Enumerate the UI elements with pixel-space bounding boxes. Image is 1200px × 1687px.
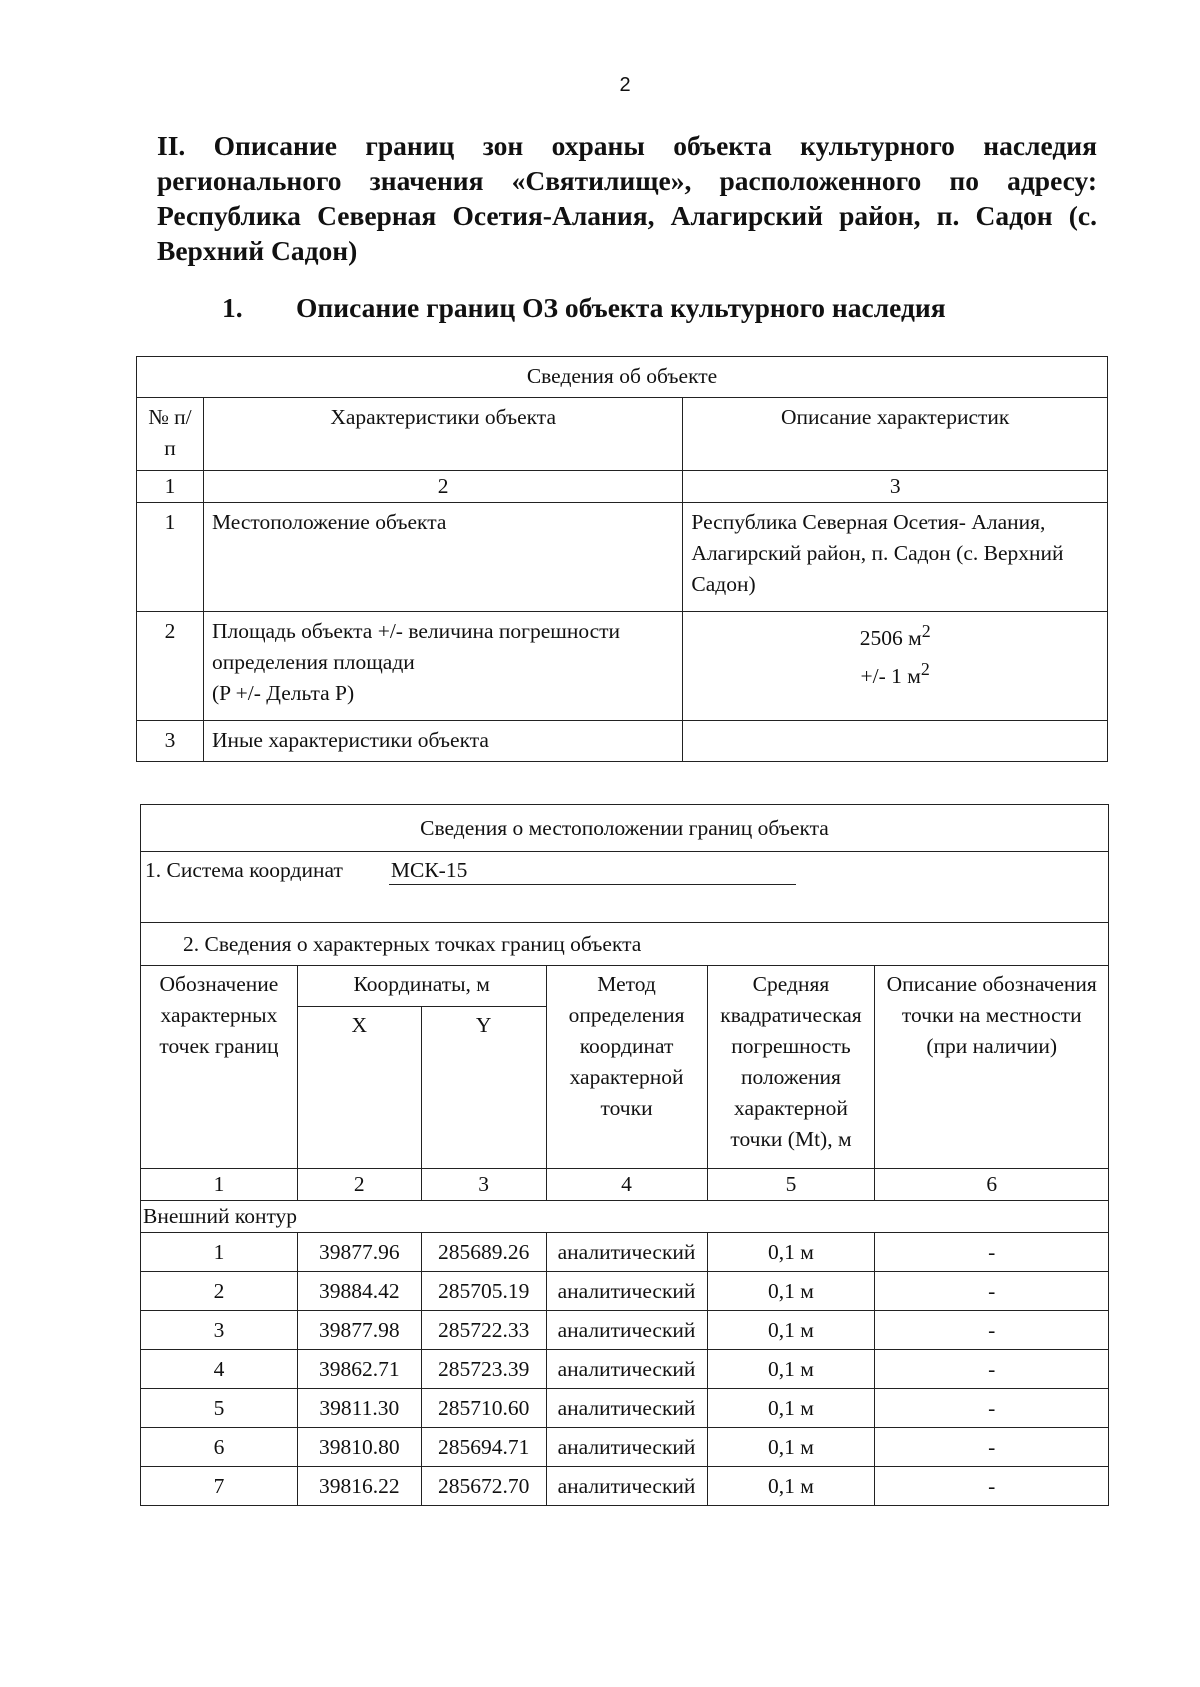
point-number: 5	[141, 1389, 298, 1428]
row-characteristic: Местоположение объекта	[203, 503, 682, 612]
point-number: 6	[141, 1428, 298, 1467]
page-number: 2	[619, 74, 631, 96]
point-x: 39810.80	[297, 1428, 421, 1467]
point-error: 0,1 м	[707, 1350, 875, 1389]
point-number: 7	[141, 1467, 298, 1506]
col-number: 1	[141, 1169, 298, 1201]
point-x: 39877.96	[297, 1233, 421, 1272]
point-error: 0,1 м	[707, 1311, 875, 1350]
header-error: Средняя квадратическая погрешность положения характерной точки (Mt), м	[707, 966, 875, 1169]
col-number: 1	[137, 471, 204, 503]
point-y: 285710.60	[421, 1389, 546, 1428]
col-number: 6	[875, 1169, 1109, 1201]
point-method: аналитический	[546, 1389, 707, 1428]
point-number: 3	[141, 1311, 298, 1350]
object-info-table	[136, 356, 1108, 762]
col-number: 2	[203, 471, 682, 503]
point-method: аналитический	[546, 1467, 707, 1506]
point-number: 4	[141, 1350, 298, 1389]
point-description: -	[875, 1272, 1109, 1311]
object-table-title: Сведения об объекте	[137, 357, 1108, 398]
header-coords: Координаты, м	[297, 966, 546, 1007]
superscript: 2	[921, 621, 931, 641]
header-description: Описание характеристик	[683, 398, 1108, 471]
row-description	[683, 721, 1108, 762]
point-method: аналитический	[546, 1272, 707, 1311]
table-row	[141, 1233, 1109, 1272]
subsection-title: Описание границ ОЗ объекта культурного наследия	[296, 292, 946, 323]
point-error: 0,1 м	[707, 1428, 875, 1467]
area-tolerance: +/- 1 м	[860, 664, 921, 689]
table-row	[141, 1350, 1109, 1389]
col-number: 3	[683, 471, 1108, 503]
point-y: 285722.33	[421, 1311, 546, 1350]
point-y: 285723.39	[421, 1350, 546, 1389]
table-row	[141, 1428, 1109, 1467]
point-error: 0,1 м	[707, 1272, 875, 1311]
point-description: -	[875, 1233, 1109, 1272]
coord-system-value: МСК-15	[389, 856, 796, 885]
point-method: аналитический	[546, 1311, 707, 1350]
point-y: 285689.26	[421, 1233, 546, 1272]
col-number: 5	[707, 1169, 875, 1201]
col-number: 3	[421, 1169, 546, 1201]
col-number: 4	[546, 1169, 707, 1201]
coord-system-row	[141, 852, 1109, 923]
header-method: Метод определения координат характерной точки	[546, 966, 707, 1169]
row-characteristic: Иные характеристики объекта	[203, 721, 682, 762]
superscript: 2	[920, 659, 930, 680]
point-description: -	[875, 1428, 1109, 1467]
point-x: 39884.42	[297, 1272, 421, 1311]
point-description: -	[875, 1311, 1109, 1350]
header-no: № п/п	[137, 398, 204, 471]
row-number: 1	[137, 503, 204, 612]
point-y: 285694.71	[421, 1428, 546, 1467]
location-table-title: Сведения о местоположении границ объекта	[141, 805, 1109, 852]
point-method: аналитический	[546, 1428, 707, 1467]
point-y: 285705.19	[421, 1272, 546, 1311]
section-label: Внешний контур	[141, 1201, 1109, 1233]
point-description: -	[875, 1467, 1109, 1506]
row-number: 2	[137, 612, 204, 721]
table-row	[141, 1311, 1109, 1350]
point-description: -	[875, 1389, 1109, 1428]
characteristic-line: определения площади	[211, 650, 415, 674]
point-x: 39877.98	[297, 1311, 421, 1350]
section-heading: II. Описание границ зон охраны объекта культурного наследия регионального значения «Святилище», расположенного по адресу: Республика Северная Осетия-Алания, Алагирский район, п. Садон (с. Верхний Садон)	[157, 130, 1097, 266]
header-designation: Обозначение характерных точек границ	[141, 966, 298, 1169]
row-characteristic	[203, 612, 682, 721]
point-error: 0,1 м	[707, 1467, 875, 1506]
table-row	[141, 1272, 1109, 1311]
points-body	[141, 1233, 1109, 1506]
table-row	[141, 1389, 1109, 1428]
point-error: 0,1 м	[707, 1233, 875, 1272]
points-title: 2. Сведения о характерных точках границ объекта	[141, 923, 1109, 966]
header-x: X	[297, 1007, 421, 1169]
coord-system-label: 1. Система координат	[145, 858, 343, 882]
table-row	[141, 1467, 1109, 1506]
point-method: аналитический	[546, 1350, 707, 1389]
point-number: 2	[141, 1272, 298, 1311]
header-point-description: Описание обозначения точки на местности (при наличии)	[875, 966, 1109, 1169]
col-number: 2	[297, 1169, 421, 1201]
boundary-location-table	[140, 804, 1109, 1506]
characteristic-line: Площадь объекта +/- величина погрешности	[211, 619, 621, 643]
point-x: 39862.71	[297, 1350, 421, 1389]
point-x: 39811.30	[297, 1389, 421, 1428]
point-error: 0,1 м	[707, 1389, 875, 1428]
point-x: 39816.22	[297, 1467, 421, 1506]
point-y: 285672.70	[421, 1467, 546, 1506]
header-y: Y	[421, 1007, 546, 1169]
point-description: -	[875, 1350, 1109, 1389]
subsection-number: 1.	[222, 292, 243, 323]
row-number: 3	[137, 721, 204, 762]
characteristic-line: (P +/- Дельта P)	[211, 681, 355, 705]
point-method: аналитический	[546, 1233, 707, 1272]
row-description: Республика Северная Осетия- Алания, Алагирский район, п. Садон (с. Верхний Садон)	[683, 503, 1108, 612]
point-number: 1	[141, 1233, 298, 1272]
area-value: 2506 м	[859, 626, 922, 651]
header-characteristic: Характеристики объекта	[203, 398, 682, 471]
row-description	[683, 612, 1108, 721]
subsection-heading	[222, 290, 946, 325]
